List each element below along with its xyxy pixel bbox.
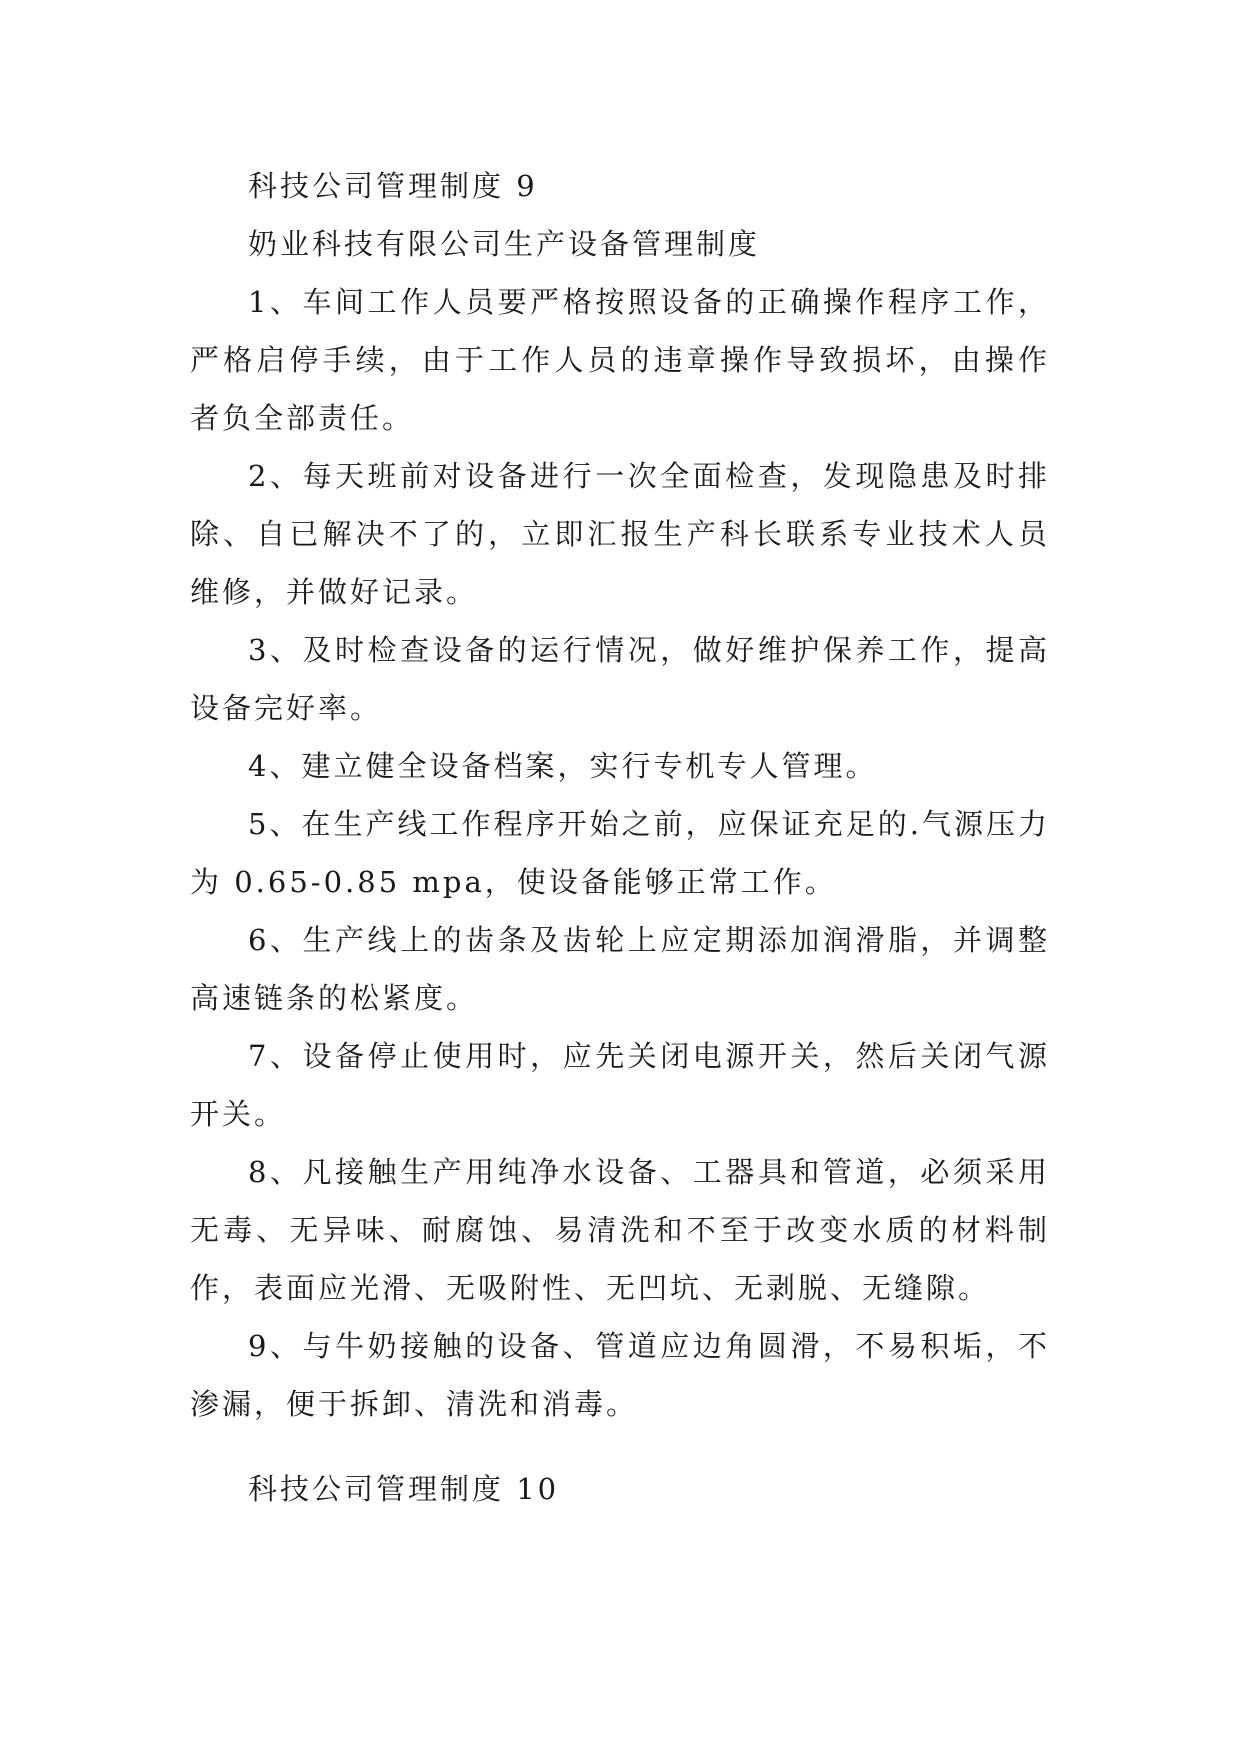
section-title: 科技公司管理制度 10 [248, 1472, 560, 1506]
paragraph-2: 2、每天班前对设备进行一次全面检查，发现隐患及时排除、自已解决不了的，立即汇报生产科长联系专业技术人员维修，并做好记录。 [190, 459, 1050, 609]
section-heading-9 [190, 157, 1050, 215]
paragraph-8: 8、凡接触生产用纯净水设备、工器具和管道，必须采用无毒、无异味、耐腐蚀、易清洗和不至于改变水质的材料制作，表面应光滑、无吸附性、无凹坑、无剥脱、无缝隙。 [190, 1155, 1050, 1305]
paragraph-4: 4、建立健全设备档案，实行专机专人管理。 [248, 749, 878, 783]
paragraph-7: 7、设备停止使用时，应先关闭电源开关，然后关闭气源开关。 [190, 1039, 1050, 1131]
document-body [190, 215, 1050, 1433]
paragraph-6: 6、生产线上的齿条及齿轮上应定期添加润滑脂，并调整高速链条的松紧度。 [190, 923, 1050, 1015]
section-title: 科技公司管理制度 9 [248, 169, 538, 203]
section-heading-10 [190, 1460, 1050, 1518]
paragraph-3: 3、及时检查设备的运行情况，做好维护保养工作，提高设备完好率。 [190, 633, 1050, 725]
paragraph-1: 1、车间工作人员要严格按照设备的正确操作程序工作，严格启停手续，由于工作人员的违章操作导致损坏，由操作者负全部责任。 [190, 285, 1050, 435]
paragraph-5: 5、在生产线工作程序开始之前，应保证充足的.气源压力为 0.65-0.85 mpa，使设备能够正常工作。 [190, 807, 1050, 899]
document-title: 奶业科技有限公司生产设备管理制度 [248, 227, 761, 261]
paragraph-9: 9、与牛奶接触的设备、管道应边角圆滑，不易积垢，不渗漏，便于拆卸、清洗和消毒。 [190, 1329, 1050, 1421]
